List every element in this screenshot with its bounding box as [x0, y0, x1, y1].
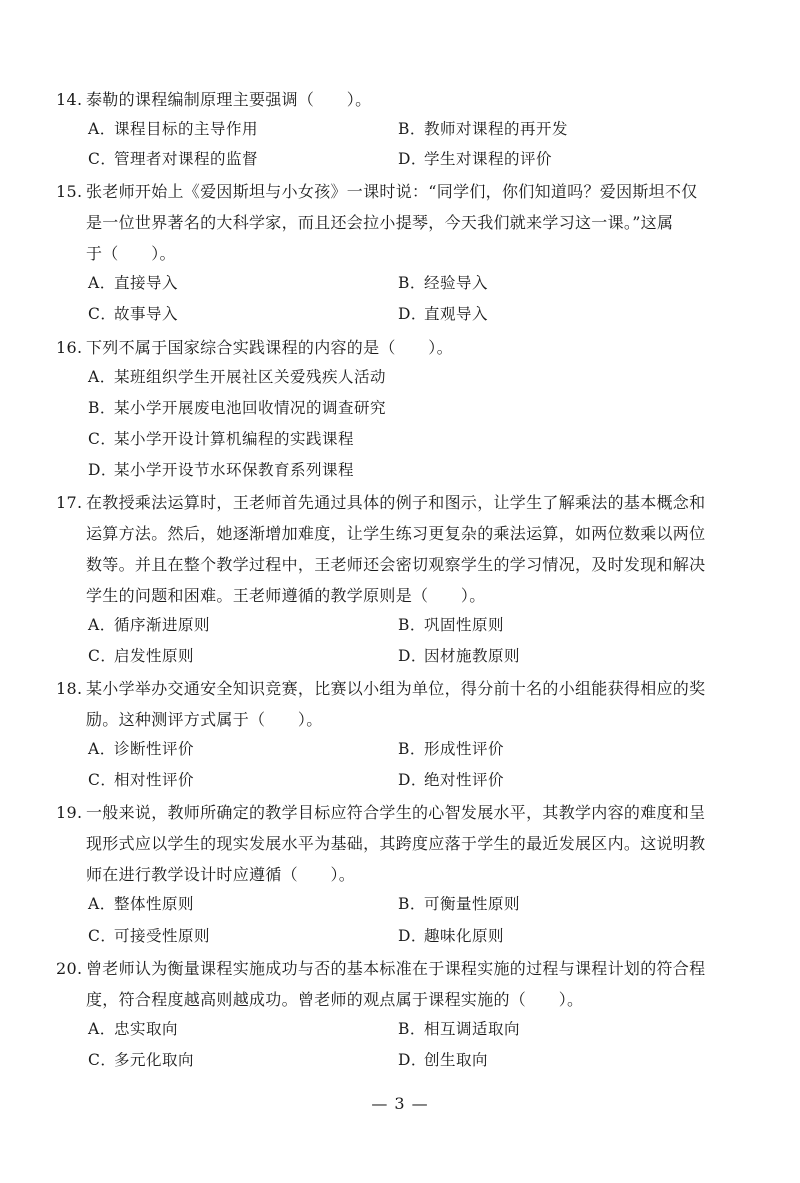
question-20 [56, 953, 746, 1015]
question-stem: 张老师开始上《爱因斯坦与小女孩》一课时说：“同学们，你们知道吗？爱因斯坦不仅 [86, 182, 698, 201]
option-a: A．整体性原则 [88, 895, 195, 913]
option-b: B．巩固性原则 [398, 616, 505, 634]
question-number: 18. [56, 679, 83, 698]
question-stem: 在教授乘法运算时，王老师首先通过具体的例子和图示，让学生了解乘法的基本概念和 [86, 493, 706, 512]
option-b: B．经验导入 [398, 274, 489, 292]
question-16 [56, 332, 746, 363]
option-c: C．某小学开设计算机编程的实践课程 [88, 430, 355, 448]
option-a: A．直接导入 [88, 274, 179, 292]
question-stem-line: 励。这种测评方式属于（ ）。 [86, 710, 323, 729]
option-a: A．课程目标的主导作用 [88, 120, 259, 138]
option-a: A．循序渐进原则 [88, 616, 211, 634]
option-d: D．学生对课程的评价 [398, 150, 553, 168]
question-number: 14. [56, 90, 83, 109]
question-14 [56, 84, 746, 115]
option-b: B．某小学开展废电池回收情况的调查研究 [88, 399, 387, 417]
option-b: B．相互调适取向 [398, 1020, 521, 1038]
question-19 [56, 797, 746, 890]
question-stem-line: 学生的问题和困难。王老师遵循的教学原则是（ ）。 [86, 586, 486, 605]
question-stem: 一般来说，教师所确定的教学目标应符合学生的心智发展水平，其教学内容的难度和呈 [86, 803, 706, 822]
question-stem-line: 师在进行教学设计时应遵循（ ）。 [86, 865, 356, 884]
option-d: D．创生取向 [398, 1051, 489, 1069]
question-stem-line: 数等。并且在整个教学过程中，王老师还会密切观察学生的学习情况，及时发现和解决 [86, 555, 706, 574]
option-d: D．趣味化原则 [398, 927, 505, 945]
option-d: D．绝对性评价 [398, 771, 505, 789]
question-number: 16. [56, 338, 83, 357]
question-stem: 下列不属于国家综合实践课程的内容的是（ ）。 [86, 338, 453, 357]
option-a: A．某班组织学生开展社区关爱残疾人活动 [88, 368, 387, 386]
question-number: 17. [56, 493, 83, 512]
question-stem-line: 于（ ）。 [86, 244, 176, 263]
question-stem: 泰勒的课程编制原理主要强调（ ）。 [86, 90, 372, 109]
option-a: A．忠实取向 [88, 1020, 179, 1038]
option-c: C．管理者对课程的监督 [88, 150, 259, 168]
question-stem-line: 现形式应以学生的现实发展水平为基础，其跨度应落于学生的最近发展区内。这说明教 [86, 834, 706, 853]
option-a: A．诊断性评价 [88, 740, 195, 758]
question-number: 20. [56, 959, 83, 978]
question-stem-line: 度，符合程度越高则越成功。曾老师的观点属于课程实施的（ ）。 [86, 990, 584, 1009]
question-18 [56, 673, 746, 735]
question-number: 19. [56, 803, 83, 822]
option-c: C．故事导入 [88, 305, 179, 323]
option-d: D．因材施教原则 [398, 647, 521, 665]
option-d: D．直观导入 [398, 305, 489, 323]
question-stem-line: 运算方法。然后，她逐渐增加难度，让学生练习更复杂的乘法运算，如两位数乘以两位 [86, 524, 706, 543]
option-d: D．某小学开设节水环保教育系列课程 [88, 461, 355, 479]
question-number: 15. [56, 182, 83, 201]
question-stem: 曾老师认为衡量课程实施成功与否的基本标准在于课程实施的过程与课程计划的符合程 [86, 959, 706, 978]
question-stem-line: 是一位世界著名的大科学家，而且还会拉小提琴，今天我们就来学习这一课。”这属 [86, 213, 674, 232]
option-c: C．多元化取向 [88, 1051, 195, 1069]
page-number: — 3 — [371, 1094, 429, 1113]
question-15 [56, 176, 746, 269]
question-stem: 某小学举办交通安全知识竞赛，比赛以小组为单位，得分前十名的小组能获得相应的奖 [86, 679, 706, 698]
option-b: B．形成性评价 [398, 740, 505, 758]
option-b: B．教师对课程的再开发 [398, 120, 569, 138]
option-c: C．可接受性原则 [88, 927, 211, 945]
option-c: C．相对性评价 [88, 771, 195, 789]
option-c: C．启发性原则 [88, 647, 195, 665]
question-17 [56, 487, 746, 611]
option-b: B．可衡量性原则 [398, 895, 521, 913]
